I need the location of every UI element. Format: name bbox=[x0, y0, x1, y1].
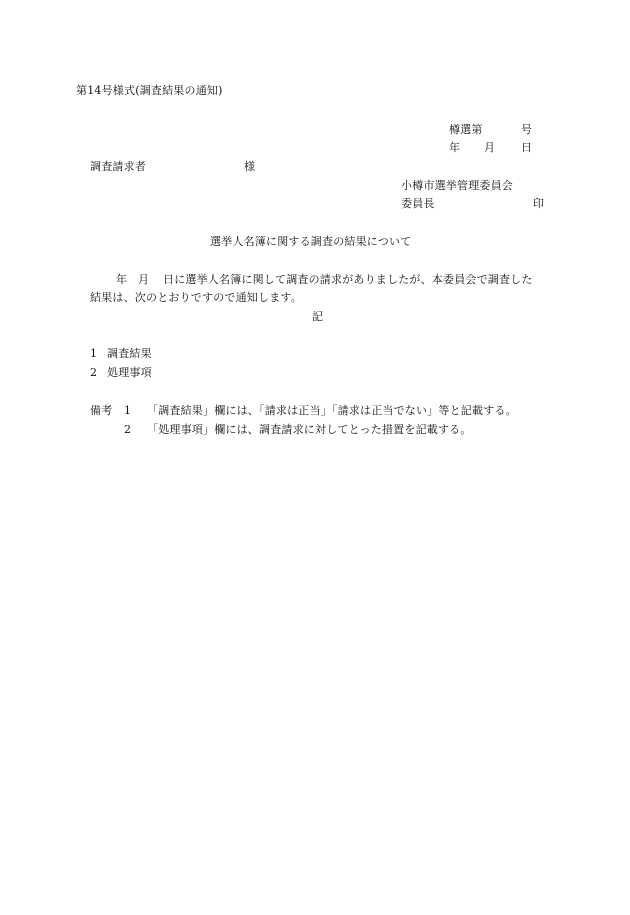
body-line1-rest: 日に選挙人名簿に関して調査の請求がありましたが、本委員会で調査した bbox=[163, 273, 533, 286]
body-month: 月 bbox=[138, 273, 150, 286]
sender-org: 小樽市選挙管理委員会 bbox=[401, 179, 513, 192]
item-number: 2 bbox=[90, 366, 98, 379]
date-year: 年 bbox=[449, 141, 461, 154]
recipient-label: 調査請求者 bbox=[90, 160, 146, 173]
note-text: 「処理事項」欄には、調査請求に対してとった措置を記載する。 bbox=[147, 423, 472, 436]
item-number: 1 bbox=[90, 347, 98, 360]
doc-number-suffix: 号 bbox=[521, 123, 533, 136]
doc-number-prefix: 樽選第 bbox=[449, 123, 483, 136]
date-day: 日 bbox=[521, 141, 533, 154]
ki-label: 記 bbox=[312, 310, 324, 323]
form-title: 第14号様式(調査結果の通知) bbox=[76, 84, 223, 97]
sender-seal: 印 bbox=[533, 197, 545, 210]
date-month: 月 bbox=[484, 141, 496, 154]
note-number: 1 bbox=[124, 404, 132, 417]
sender-title: 委員長 bbox=[401, 197, 435, 210]
note-number: 2 bbox=[124, 423, 132, 436]
item-label: 調査結果 bbox=[107, 347, 152, 360]
body-year: 年 bbox=[116, 273, 128, 286]
note-text: 「調査結果」欄には、「請求は正当」「請求は正当でない」等と記載する。 bbox=[147, 404, 517, 417]
body-line2: 結果は、次のとおりですので通知します。 bbox=[90, 291, 302, 304]
notes-label: 備考 bbox=[90, 404, 113, 417]
item-label: 処理事項 bbox=[107, 366, 152, 379]
recipient-honorific: 様 bbox=[244, 160, 256, 173]
subject: 選挙人名簿に関する調査の結果について bbox=[210, 235, 412, 248]
